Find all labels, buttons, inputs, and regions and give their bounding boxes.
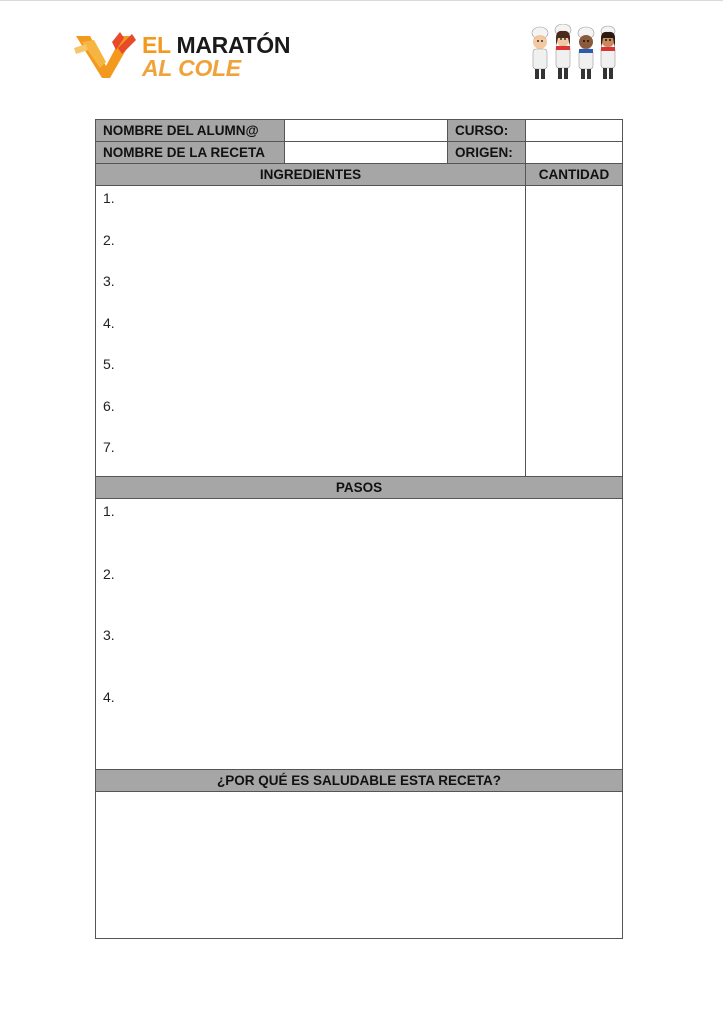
step-item-3: 3. <box>103 627 115 643</box>
chef-3-icon <box>578 27 594 79</box>
steps-body-row <box>96 499 623 770</box>
chef-4-icon <box>601 26 615 79</box>
ingredient-item-1: 1. <box>103 190 115 206</box>
logo-word-el: EL <box>142 32 171 58</box>
recipe-name-field[interactable] <box>285 142 448 164</box>
steps-list[interactable] <box>96 499 623 770</box>
ingredient-item-3: 3. <box>103 273 115 289</box>
healthy-body-row <box>96 792 623 939</box>
logo-v-mark-icon <box>72 28 142 80</box>
recipe-name-label: NOMBRE DE LA RECETA <box>96 142 285 164</box>
origin-label: ORIGEN: <box>448 142 526 164</box>
logo-word-cole: COLE <box>178 55 241 81</box>
ingredients-body-row <box>96 186 623 477</box>
quantity-header: CANTIDAD <box>526 164 623 186</box>
healthy-header: ¿POR QUÉ ES SALUDABLE ESTA RECETA? <box>96 770 623 792</box>
page-top-border <box>0 0 723 1</box>
course-field[interactable] <box>526 120 623 142</box>
steps-header-row <box>96 477 623 499</box>
steps-header: PASOS <box>96 477 623 499</box>
logo-word-maraton: MARATÓN <box>176 32 291 58</box>
ingredient-item-5: 5. <box>103 356 115 372</box>
step-item-2: 2. <box>103 566 115 582</box>
course-label: CURSO: <box>448 120 526 142</box>
step-item-1: 1. <box>103 503 115 519</box>
student-name-field[interactable] <box>285 120 448 142</box>
ingredient-item-6: 6. <box>103 398 115 414</box>
student-name-label: NOMBRE DEL ALUMN@ <box>96 120 285 142</box>
ingredient-item-2: 2. <box>103 232 115 248</box>
chef-kids-illustration <box>526 24 620 84</box>
recipe-form <box>95 119 623 939</box>
ingredients-list[interactable] <box>96 186 526 477</box>
ingredients-header: INGREDIENTES <box>96 164 526 186</box>
healthy-header-row <box>96 770 623 792</box>
quantity-column[interactable] <box>526 186 623 477</box>
student-row <box>96 120 623 142</box>
ingredients-header-row <box>96 164 623 186</box>
chef-2-icon <box>555 24 571 79</box>
step-item-4: 4. <box>103 689 115 705</box>
healthy-answer-field[interactable] <box>96 792 623 939</box>
ingredient-item-4: 4. <box>103 315 115 331</box>
el-maraton-al-cole-logo <box>72 28 291 83</box>
chef-1-icon <box>532 27 548 79</box>
recipe-row <box>96 142 623 164</box>
logo-word-al: AL <box>142 55 173 81</box>
ingredient-item-7: 7. <box>103 439 115 455</box>
origin-field[interactable] <box>526 142 623 164</box>
